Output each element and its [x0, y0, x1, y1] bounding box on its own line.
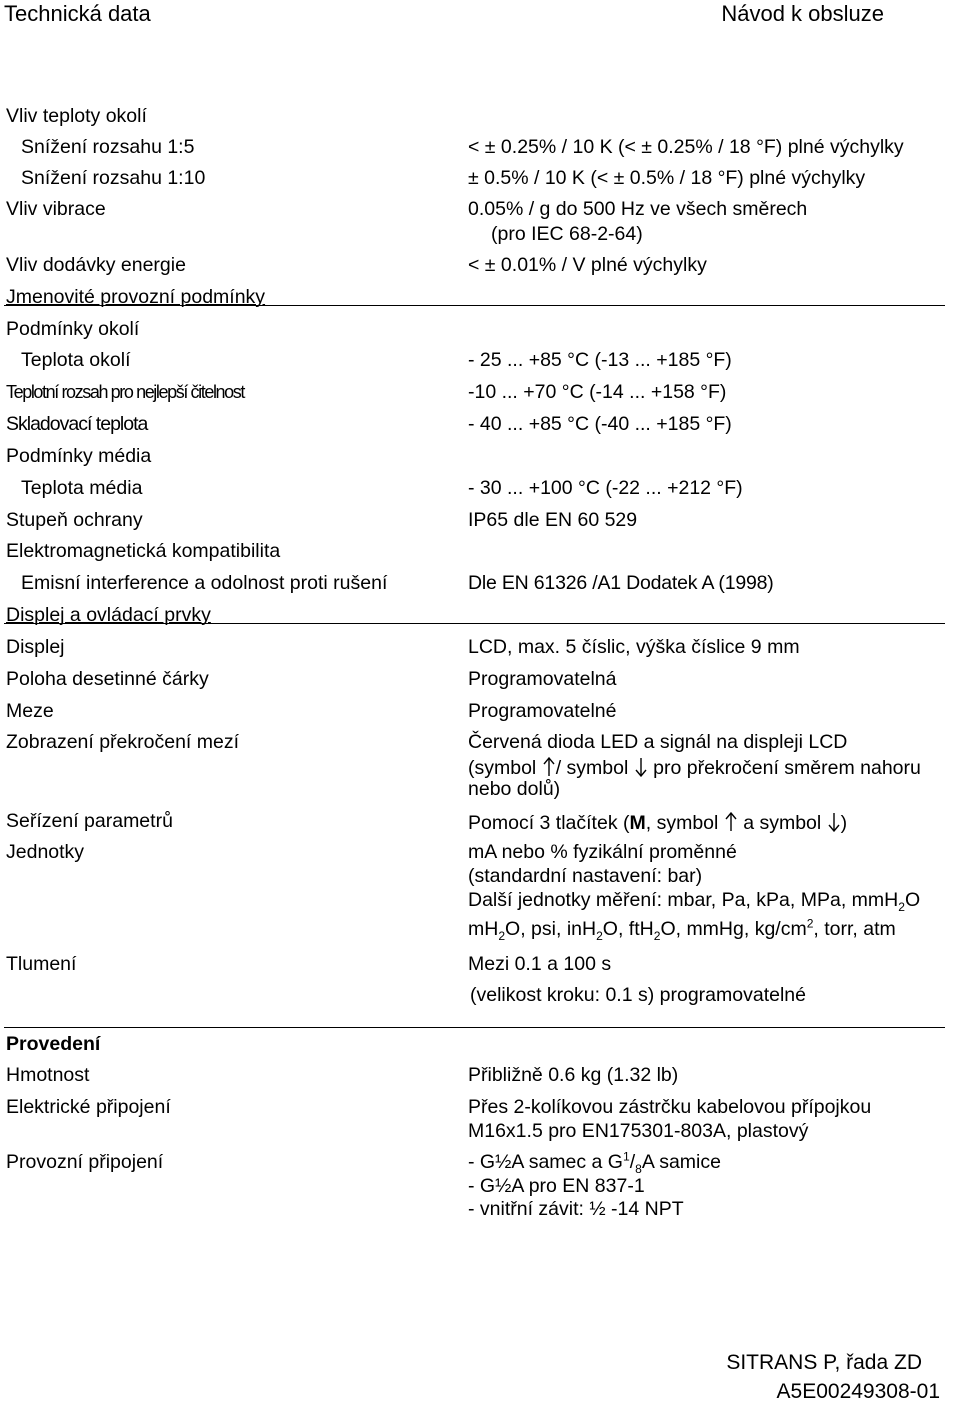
- damping-value-2: (velikost kroku: 0.1 s) programovatelné: [470, 984, 806, 1006]
- display-label: Displej: [6, 636, 65, 658]
- turndown-1-5-label: Snížení rozsahu 1:5: [21, 136, 195, 158]
- process-label: Provozní připojení: [6, 1151, 164, 1173]
- units-value: mA nebo % fyzikální proměnné: [468, 841, 737, 863]
- power-value: < ± 0.01% / V plné výchylky: [468, 254, 707, 276]
- medium-temp-value: - 30 ... +100 °C (-22 ... +212 °F): [468, 477, 743, 499]
- process-value: - G½A samec a $G^1/_8A$ samice: [468, 1149, 721, 1176]
- design-heading: Provedení: [6, 1033, 101, 1055]
- electrical-label: Elektrické připojení: [6, 1096, 171, 1118]
- ambient-temp-effect-label: Vliv teploty okolí: [6, 105, 147, 127]
- emission-label: Emisní interference a odolnost proti rušení: [21, 572, 388, 594]
- ambient-temp-label: Teplota okolí: [21, 349, 131, 371]
- weight-value: Přibližně 0.6 kg (1.32 lb): [468, 1064, 679, 1086]
- turndown-1-10-value: ± 0.5% / 10 K (< ± 0.5% / 18 °F) plné výchylky: [468, 167, 866, 189]
- decimal-label: Poloha desetinné čárky: [6, 668, 209, 690]
- electrical-value-2: M16x1.5 pro EN175301-803A, plastový: [468, 1120, 809, 1142]
- storage-temp-label: Skladovací teplota: [6, 413, 148, 435]
- arrow-down-icon: [827, 812, 841, 832]
- medium-temp-label: Teplota média: [21, 477, 143, 499]
- decimal-value: Programovatelná: [468, 668, 617, 690]
- vibration-label: Vliv vibrace: [6, 198, 106, 220]
- process-value-3: - vnitřní závit: ½ -14 NPT: [468, 1198, 684, 1220]
- turndown-1-5-value: < ± 0.25% / 10 K (< ± 0.25% / 18 °F) plné výchylky: [468, 136, 904, 158]
- units-value-3: Další jednotky měření: mbar, Pa, kPa, MPa, mmH$_2$O: [468, 889, 921, 914]
- header-left: Technická data: [4, 1, 151, 26]
- arrow-down-icon: [634, 757, 648, 777]
- units-label: Jednotky: [6, 841, 85, 863]
- params-label: Seřízení parametrů: [6, 810, 173, 832]
- damping-value: Mezi 0.1 a 100 s: [468, 953, 612, 975]
- ambient-temp-value: - 25 ... +85 °C (-13 ... +185 °F): [468, 349, 732, 371]
- units-value-2: (standardní nastavení: bar): [468, 865, 703, 887]
- overrange-value: Červená dioda LED a signál na displeji LCD: [468, 731, 848, 753]
- turndown-1-10-label: Snížení rozsahu 1:10: [21, 167, 206, 189]
- vibration-value-2: (pro IEC 68-2-64): [491, 223, 643, 245]
- footer-doc-number: A5E00249308-01: [776, 1380, 940, 1403]
- display-value: LCD, max. 5 číslic, výška číslice 9 mm: [468, 636, 800, 658]
- medium-conditions-label: Podmínky média: [6, 445, 152, 467]
- section-rule: [4, 623, 945, 624]
- ambient-conditions-label: Podmínky okolí: [6, 318, 140, 340]
- emc-label: Elektromagnetická kompatibilita: [6, 540, 281, 562]
- electrical-value: Přes 2-kolíkovou zástrčku kabelovou přípojkou: [468, 1096, 872, 1118]
- damping-label: Tlumení: [6, 953, 77, 975]
- arrow-up-icon: [542, 757, 556, 777]
- best-readability-label: Teplotní rozsah pro nejlepší čitelnost: [6, 382, 244, 402]
- arrow-up-icon: [724, 812, 738, 832]
- best-readability-value: -10 ... +70 °C (-14 ... +158 °F): [468, 381, 727, 403]
- units-value-4: $mH_2O$, psi, inH$_2$O, ftH$_2$O, mmHg, $kg/cm^2$, torr, atm: [468, 916, 896, 943]
- overrange-label: Zobrazení překročení mezí: [6, 731, 240, 753]
- limits-value: Programovatelné: [468, 700, 617, 722]
- overrange-value-3: nebo dolů): [468, 778, 561, 800]
- display-heading: Displej a ovládací prvky: [6, 604, 211, 626]
- storage-temp-value: - 40 ... +85 °C (-40 ... +185 °F): [468, 413, 732, 435]
- emission-value: Dle EN 61326 /A1 Dodatek A (1998): [468, 572, 774, 594]
- overrange-value-2: (symbol / symbol pro překročení směrem nahoru: [468, 757, 921, 779]
- params-value: Pomocí 3 tlačítek (M, symbol a symbol ): [468, 812, 848, 834]
- rated-conditions-heading: Jmenovité provozní podmínky: [6, 286, 266, 308]
- limits-label: Meze: [6, 700, 54, 722]
- protection-value: IP65 dle EN 60 529: [468, 509, 638, 531]
- vibration-value: 0.05% / g do 500 Hz ve všech směrech: [468, 198, 808, 220]
- section-rule: [4, 305, 945, 306]
- section-rule: [4, 1027, 945, 1028]
- footer-product: SITRANS P, řada ZD: [726, 1351, 922, 1374]
- weight-label: Hmotnost: [6, 1064, 90, 1086]
- protection-label: Stupeň ochrany: [6, 509, 143, 531]
- header-right: Návod k obsluze: [721, 1, 884, 26]
- process-value-2: - G½A pro EN 837-1: [468, 1175, 645, 1197]
- power-label: Vliv dodávky energie: [6, 254, 186, 276]
